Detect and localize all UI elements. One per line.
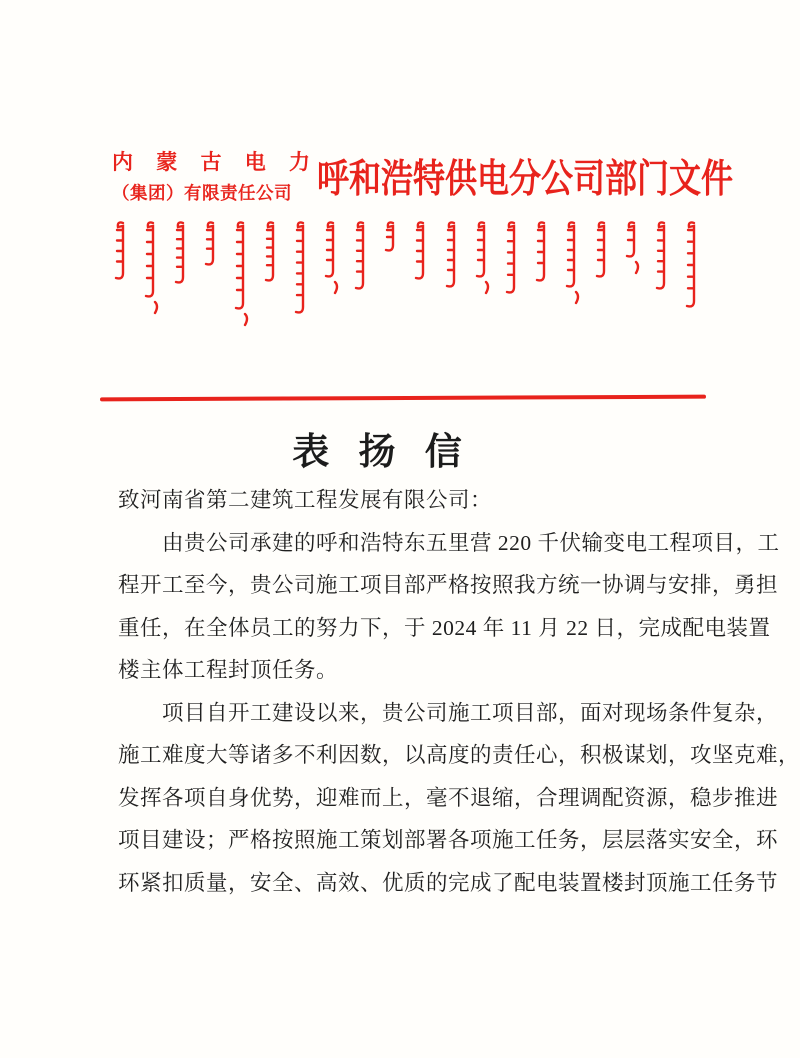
mongolian-glyph: [655, 219, 672, 295]
mongolian-glyph: [384, 219, 401, 257]
paragraph-line: 楼主体工程封顶任务。: [118, 658, 339, 682]
paragraph-line: 重任，在全体员工的努力下，于 2024 年 11 月 22 日，完成配电装置: [118, 615, 771, 640]
salutation: 致河南省第二建筑工程发展有限公司：: [118, 488, 493, 512]
paragraph-line: 项目建设；严格按照施工策划部署各项施工任务，层层落实安全，环: [118, 828, 779, 852]
mongolian-glyph: [414, 219, 431, 285]
mongolian-glyph: [595, 219, 612, 283]
mongolian-glyph: [324, 219, 341, 299]
paragraph-line: 项目自开工建设以来，贵公司施工项目部，面对现场条件复杂，: [162, 700, 779, 725]
paragraph-line: 施工难度大等诸多不利因数，以高度的责任心，积极谋划，攻坚克难，: [118, 743, 800, 767]
company-name-line1: 内 蒙 古 电 力: [112, 150, 310, 174]
red-separator-rule: [100, 395, 706, 402]
letter-body: [118, 479, 800, 904]
mongolian-glyph: [625, 219, 642, 279]
mongolian-glyph: [114, 219, 131, 285]
mongolian-glyph: [264, 219, 281, 287]
mongolian-script-line: [114, 219, 702, 329]
mongolian-glyph: [445, 219, 462, 293]
letter-title: 表 扬 信: [292, 432, 472, 473]
mongolian-glyph: [565, 219, 582, 309]
company-name-block: [112, 146, 317, 205]
paragraph-line: 发挥各项自身优势，迎难而上，毫不退缩，合理调配资源，稳步推进: [118, 785, 779, 810]
company-name-line2: （集团）有限责任公司: [112, 183, 292, 203]
mongolian-glyph: [475, 219, 492, 299]
mongolian-glyph: [174, 219, 191, 289]
letterhead: [112, 146, 734, 205]
mongolian-glyph: [685, 219, 702, 313]
paragraph-line: 程开工至今，贵公司施工项目部严格按照我方统一协调与安排，勇担: [118, 573, 779, 597]
body-paragraphs: [118, 522, 800, 905]
department-document-banner: 呼和浩特供电分公司部门文件: [317, 156, 734, 201]
paragraph-line: 由贵公司承建的呼和浩特东五里营 220 千伏输变电工程项目，工: [162, 530, 780, 555]
mongolian-glyph: [294, 219, 311, 319]
mongolian-glyph: [535, 219, 552, 287]
mongolian-glyph: [234, 219, 251, 331]
paragraph-line: 环紧扣质量，安全、高效、优质的完成了配电装置楼封顶施工任务节: [118, 870, 779, 895]
mongolian-glyph: [144, 219, 161, 319]
mongolian-glyph: [505, 219, 522, 299]
mongolian-glyph: [204, 219, 221, 271]
mongolian-glyph: [354, 219, 371, 295]
